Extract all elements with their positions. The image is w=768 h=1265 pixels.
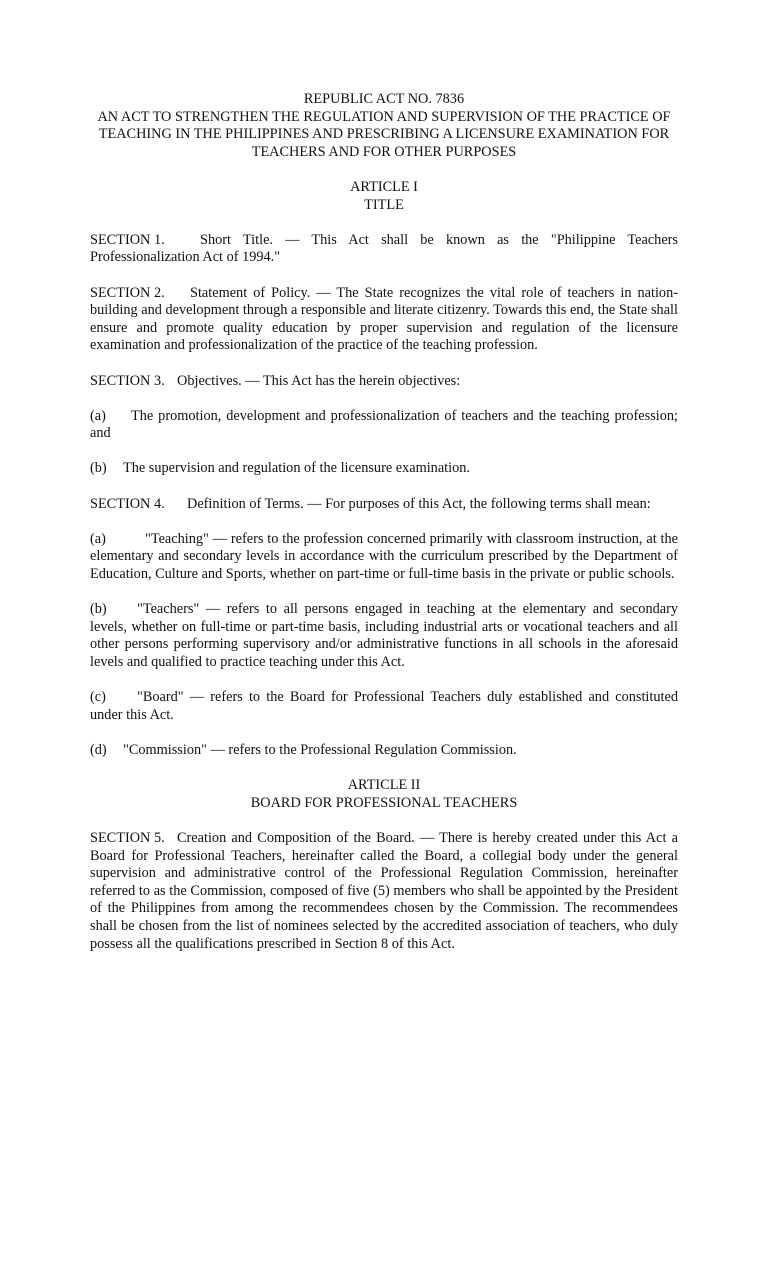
- item-text: "Commission" — refers to the Professional Regulation Commission.: [123, 741, 517, 758]
- document-page: [90, 91, 678, 971]
- definition-c: [90, 689, 678, 724]
- item-label: (a): [90, 407, 106, 424]
- item-text: The supervision and regulation of the licensure examination.: [123, 460, 470, 477]
- objective-b: [90, 460, 678, 478]
- article-heading: [90, 777, 678, 812]
- section-label: SECTION 2.: [90, 284, 165, 301]
- article-title: TITLE: [364, 196, 404, 213]
- act-number: REPUBLIC ACT NO. 7836: [303, 91, 465, 107]
- act-title-line: TEACHERS AND FOR OTHER PURPOSES: [251, 143, 517, 160]
- section-text: Short Title. — This Act shall be known as the "Philippine Teachers Professionalization Act of 1994.": [90, 231, 678, 266]
- section-label: SECTION 4.: [90, 495, 165, 512]
- definition-b: [90, 601, 678, 671]
- item-label: (b): [90, 601, 107, 618]
- section-label: SECTION 1.: [90, 231, 165, 248]
- section-5: [90, 830, 678, 953]
- section-label: SECTION 3.: [90, 372, 165, 389]
- section-text: Creation and Composition of the Board. — There is hereby created under this Act a Board for Professional Teachers, hereinafter called the Board, a collegial body under the general supervision and administrative control of the Professional Regulation Commission, hereinafter referred to as the Commission, composed of five (5) members who shall be appointed by the President of the Philippines from among the recommendees chosen by the Commission. The recommendees shall be chosen from the list of nominees selected by the accredited association of teachers, who duly possess all the qualifications prescribed in Section 8 of this Act.: [90, 829, 678, 952]
- section-text: Definition of Terms. — For purposes of this Act, the following terms shall mean:: [187, 495, 651, 512]
- act-title-line: AN ACT TO STRENGTHEN THE REGULATION AND SUPERVISION OF THE PRACTICE OF: [97, 108, 671, 125]
- definition-d: [90, 742, 678, 760]
- item-label: (d): [90, 741, 107, 758]
- section-4: [90, 496, 678, 514]
- item-label: (c): [90, 689, 106, 706]
- section-label: SECTION 5.: [90, 829, 165, 846]
- section-2: [90, 285, 678, 355]
- section-text: Objectives. — This Act has the herein objectives:: [177, 372, 461, 389]
- item-text: The promotion, development and professionalization of teachers and the teaching profession; and: [90, 407, 678, 442]
- article-title: BOARD FOR PROFESSIONAL TEACHERS: [250, 794, 518, 811]
- item-text: "Teachers" — refers to all persons engaged in teaching at the elementary and secondary levels, whether on full-time or part-time basis, including industrial arts or vocational teachers and all other persons performing supervisory and/or administrative functions in all schools in the aforesaid levels and qualified to practice teaching under this Act.: [90, 601, 678, 670]
- act-header: [90, 91, 678, 161]
- section-3: [90, 373, 678, 391]
- act-title-line: TEACHING IN THE PHILIPPINES AND PRESCRIBING A LICENSURE EXAMINATION FOR: [98, 126, 670, 143]
- item-text: "Board" — refers to the Board for Professional Teachers duly established and constituted under this Act.: [90, 689, 678, 723]
- article-number: ARTICLE I: [350, 178, 418, 195]
- objective-a: [90, 408, 678, 443]
- section-1: [90, 232, 678, 267]
- article-number: ARTICLE II: [347, 777, 421, 794]
- item-text: "Teaching" — refers to the profession concerned primarily with classroom instruction, at the elementary and secondary levels in accordance with the curriculum prescribed by the Department of Education, Culture and Sports, whether on part-time or full-time basis in the private or public schools.: [90, 530, 678, 583]
- article-heading: [90, 179, 678, 214]
- item-label: (b): [90, 460, 107, 477]
- definition-a: [90, 531, 678, 584]
- item-label: (a): [90, 530, 106, 547]
- section-text: Statement of Policy. — The State recognizes the vital role of teachers in nation-building and development through a responsible and literate citizenry. Towards this end, the State shall ensure and promote quality education by proper supervision and regulation of the licensure examination and professionalization of the practice of the teaching profession.: [90, 284, 678, 354]
